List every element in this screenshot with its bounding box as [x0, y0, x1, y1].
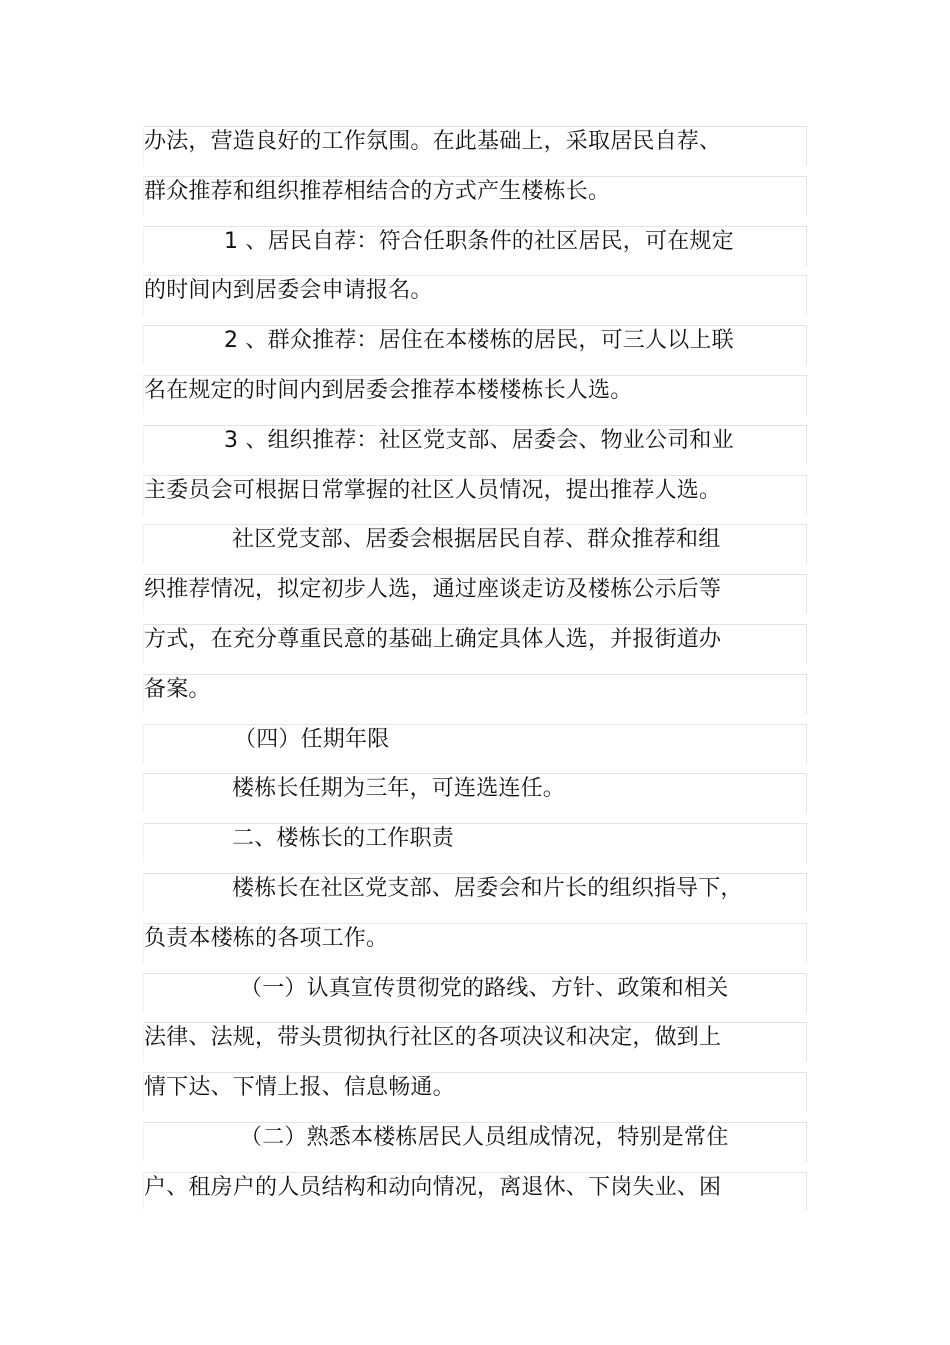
- line-text: 楼栋长任期为三年，可连选连任。: [232, 776, 566, 802]
- line-text: 方式，在充分尊重民意的基础上确定具体人选，并报街道办: [144, 626, 722, 652]
- text-line: [143, 574, 807, 614]
- section-heading: [143, 724, 807, 764]
- line-text: 楼栋长在社区党支部、居委会和片长的组织指导下，: [232, 875, 743, 901]
- line-text: 户、租房户的人员结构和动向情况，离退休、下岗失业、困: [144, 1174, 722, 1200]
- line-text: 织推荐情况，拟定初步人选，通过座谈走访及楼栋公示后等: [144, 577, 722, 603]
- text-line: [143, 275, 807, 315]
- line-text: 社区党支部、居委会根据居民自荐、群众推荐和组: [232, 527, 721, 553]
- line-text: 办法，营造良好的工作氛围。在此基础上，采取居民自荐、: [144, 129, 722, 154]
- text-line: [143, 773, 807, 813]
- line-text: 情下达、下情上报、信息畅通。: [144, 1075, 455, 1101]
- line-text: 法律、法规，带头贯彻执行社区的各项决议和决定，做到上: [144, 1025, 722, 1051]
- text-line: [143, 923, 807, 963]
- line-text: 群众推荐和组织推荐相结合的方式产生楼栋长。: [144, 178, 611, 204]
- document-body: [143, 126, 807, 1220]
- text-line: [143, 1072, 807, 1112]
- text-line: [143, 674, 807, 714]
- line-text: 备案。: [144, 676, 211, 702]
- text-line: [143, 475, 807, 515]
- text-line: [143, 425, 807, 465]
- line-text: 主委员会可根据日常掌握的社区人员情况，提出推荐人选。: [144, 477, 722, 503]
- text-line: [143, 973, 807, 1013]
- text-line: [143, 1022, 807, 1062]
- line-text: （四）任期年限: [234, 726, 390, 752]
- text-line: [143, 325, 807, 365]
- line-text: 的时间内到居委会申请报名。: [144, 278, 433, 304]
- text-line: [143, 1172, 807, 1210]
- line-text: 名在规定的时间内到居委会推荐本楼楼栋长人选。: [144, 377, 633, 403]
- line-text: 负责本楼栋的各项工作。: [144, 925, 389, 951]
- text-line: [143, 126, 807, 166]
- line-text: 二、楼栋长的工作职责: [232, 826, 455, 852]
- line-text: 1 、居民自荐：符合任职条件的社区居民，可在规定: [224, 228, 734, 254]
- text-line: [143, 226, 807, 266]
- text-line: [143, 524, 807, 564]
- section-heading: [143, 823, 807, 863]
- line-text: 2 、群众推荐：居住在本楼栋的居民，可三人以上联: [224, 328, 734, 354]
- line-text: （二）熟悉本楼栋居民人员组成情况，特别是常住: [240, 1124, 729, 1150]
- text-line: [143, 375, 807, 415]
- line-text: 3 、组织推荐：社区党支部、居委会、物业公司和业: [224, 427, 734, 453]
- text-line: [143, 873, 807, 913]
- text-line: [143, 176, 807, 216]
- text-line: [143, 1122, 807, 1162]
- text-line: [143, 624, 807, 664]
- line-text: （一）认真宣传贯彻党的路线、方针、政策和相关: [240, 975, 729, 1001]
